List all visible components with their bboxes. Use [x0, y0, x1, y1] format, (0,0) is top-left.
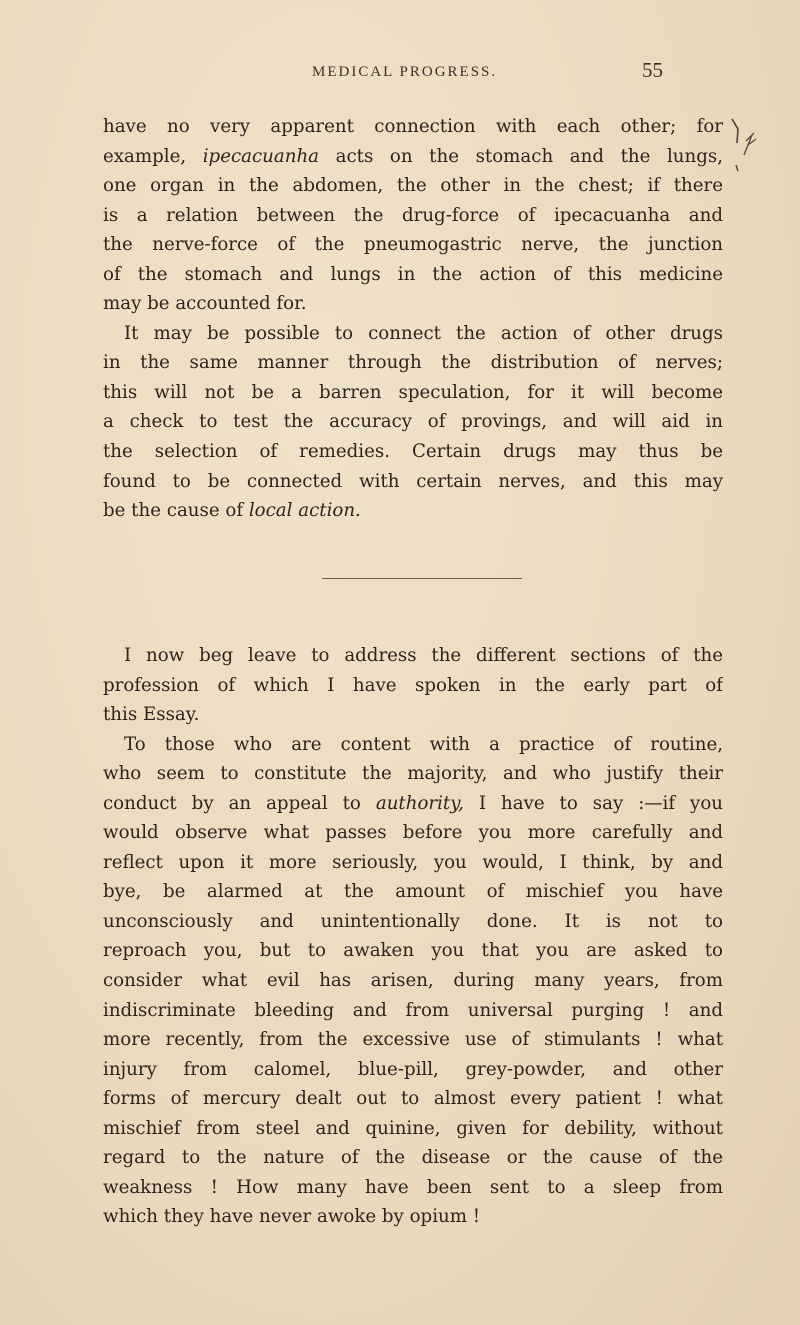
text-line: may be accounted for. [103, 293, 307, 315]
text-line: this Essay. [103, 704, 200, 726]
text-line: reproach you, but to awaken you that you are asked to [103, 940, 723, 962]
text-line [103, 789, 723, 819]
text-line: forms of mercury dealt out to almost every patient ! what [103, 1088, 723, 1110]
text-line: regard to the nature of the disease or the cause of the [103, 1147, 723, 1169]
text-run: acts on the stomach and the lungs, [319, 145, 723, 167]
text-line: profession of which I have spoken in the early part of [103, 674, 723, 696]
text-run: be the cause of [103, 500, 249, 522]
text-line: reflect upon it more seriously, you would, I think, by and [103, 851, 723, 873]
text-run: I have to say :—if you [463, 792, 723, 814]
text-line: one organ in the abdomen, the other in the chest; if there [103, 175, 723, 197]
page-number: 55 [642, 58, 663, 82]
running-head [0, 58, 800, 88]
section-divider [322, 578, 522, 579]
text-line: in the same manner through the distribution of nerves; [103, 352, 723, 374]
text-line: consider what evil has arisen, during many years, from [103, 970, 723, 992]
text-line [103, 142, 723, 172]
text-line: To those who are content with a practice of routine, [124, 733, 723, 755]
text-line: indiscriminate bleeding and from universal purging ! and [103, 999, 723, 1021]
text-line: have no very apparent connection with each other; for [103, 116, 723, 137]
italic-term: local action. [248, 500, 361, 522]
text-line: unconsciously and unintentionally done. It is not to [103, 910, 723, 932]
text-line: this will not be a barren speculation, for it will become [103, 381, 723, 403]
text-line: the selection of remedies. Certain drugs may thus be [103, 441, 723, 463]
text-line: It may be possible to connect the action of other drugs [124, 322, 723, 344]
bracket-annotation-icon [728, 115, 768, 195]
text-line: the nerve-force of the pneumogastric nerve, the junction [103, 234, 723, 256]
text-run: conduct by an appeal to [103, 792, 376, 814]
text-line: found to be connected with certain nerves, and this may [103, 470, 723, 492]
italic-term: authority, [375, 792, 464, 814]
text-line: a check to test the accuracy of provings, and will aid in [103, 411, 723, 433]
text-run: example, [103, 145, 203, 167]
text-line: mischief from steel and quinine, given for debility, without [103, 1117, 723, 1139]
text-line: would observe what passes before you more carefully and [103, 822, 723, 844]
text-line [103, 496, 723, 526]
italic-term: ipecacuanha [202, 145, 319, 167]
text-line: who seem to constitute the majority, and who justify their [103, 763, 723, 785]
text-line: which they have never awoke by opium ! [103, 1206, 481, 1228]
paragraph-group-2 [103, 641, 723, 1232]
text-line: weakness ! How many have been sent to a sleep from [103, 1176, 723, 1198]
text-line: is a relation between the drug-force of ipecacuanha and [103, 204, 723, 226]
text-line: bye, be alarmed at the amount of mischief you have [103, 881, 723, 903]
running-title: MEDICAL PROGRESS. [312, 64, 498, 80]
text-line: more recently, from the excessive use of stimulants ! what [103, 1029, 723, 1051]
text-line: I now beg leave to address the different sections of the [124, 645, 723, 666]
text-line: injury from calomel, blue-pill, grey-powder, and other [103, 1058, 723, 1080]
paragraph-group-1 [103, 112, 723, 526]
text-line: of the stomach and lungs in the action of this medicine [103, 263, 723, 285]
